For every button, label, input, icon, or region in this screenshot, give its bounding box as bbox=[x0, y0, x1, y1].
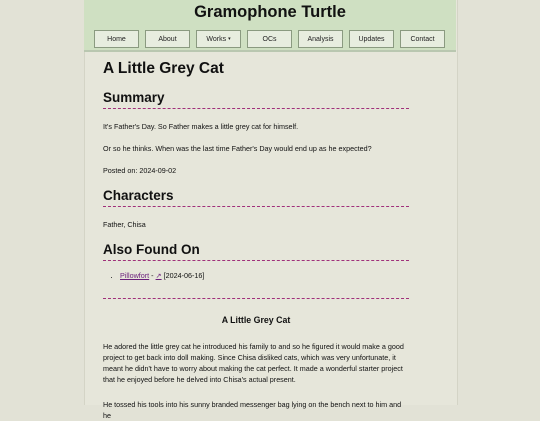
chevron-down-icon: ▾ bbox=[228, 36, 231, 42]
also-found-heading: Also Found On bbox=[103, 241, 409, 261]
summary-line-2: Or so he thinks. When was the last time Father's Day would end up as he expected? bbox=[103, 144, 372, 153]
site-title[interactable]: Gramophone Turtle bbox=[194, 3, 346, 21]
characters-list: Father, Chisa bbox=[103, 220, 146, 229]
characters-heading: Characters bbox=[103, 187, 409, 207]
nav-contact-button[interactable]: Contact bbox=[400, 30, 445, 48]
nav-about-button[interactable]: About bbox=[145, 30, 190, 48]
main-nav bbox=[94, 30, 445, 48]
page-title: A Little Grey Cat bbox=[103, 60, 224, 77]
posted-date-badge: [2024-06-16] bbox=[161, 271, 205, 280]
story-paragraph-2: He tossed his tools into his sunny branded messenger bag lying on the bench next to him and he bbox=[103, 400, 402, 420]
section-divider bbox=[103, 298, 409, 299]
pillowfort-link[interactable]: Pillowfort bbox=[120, 271, 150, 280]
nav-works-button[interactable]: Works ▾ bbox=[196, 30, 241, 48]
nav-updates-button[interactable]: Updates bbox=[349, 30, 394, 48]
external-link-icon[interactable]: ↗ bbox=[155, 271, 162, 280]
nav-home-button[interactable]: Home bbox=[94, 30, 139, 48]
posted-date: Posted on: 2024-09-02 bbox=[103, 166, 177, 175]
list-item: • Pillowfort - ↗ [2024-06-16] bbox=[120, 270, 426, 281]
story-title: A Little Grey Cat bbox=[221, 315, 291, 325]
story-paragraph-1: He adored the little grey cat he introduced his family to and so he figured it would make a good project to get back into doll making. Since Chisa disliked cats, which was very unfortunate, it meant he didn't have to worry about making the cat perfect. It made a wonderful starter project that he enjoyed before he delved into Chisa's actual present. bbox=[103, 342, 404, 384]
summary-heading: Summary bbox=[103, 89, 409, 109]
nav-ocs-button[interactable]: OCs bbox=[247, 30, 292, 48]
site-header bbox=[84, 0, 456, 52]
summary-line-1: It's Father's Day. So Father makes a little grey cat for himself. bbox=[103, 122, 299, 131]
nav-analysis-button[interactable]: Analysis bbox=[298, 30, 343, 48]
also-found-list bbox=[103, 270, 426, 281]
